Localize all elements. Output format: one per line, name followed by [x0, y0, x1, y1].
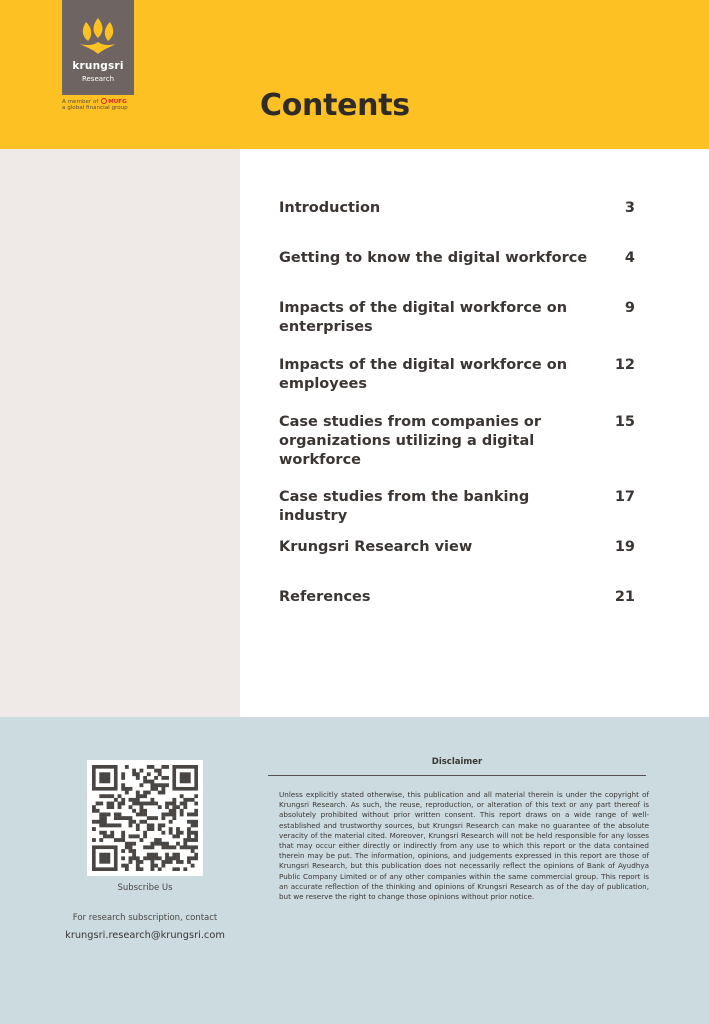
- toc-page-number: 21: [614, 589, 635, 605]
- toc-item-case-studies-companies[interactable]: [279, 413, 639, 470]
- toc-label: Impacts of the digital workforce on employees: [279, 357, 568, 392]
- toc-label: Getting to know the digital workforce: [279, 250, 588, 266]
- krungsri-logo: [62, 0, 134, 95]
- contact-email[interactable]: krungsri.research@krungsri.com: [65, 930, 225, 941]
- header-banner: [0, 0, 709, 149]
- mufg-brand: MUFG: [108, 99, 127, 105]
- toc-item-research-view[interactable]: [279, 538, 639, 557]
- toc-page-number: 17: [614, 489, 635, 505]
- subscribe-label: Subscribe Us: [117, 883, 173, 893]
- toc-page-number: 4: [624, 250, 635, 266]
- toc-label: Introduction: [279, 200, 381, 216]
- toc-label: Krungsri Research view: [279, 539, 473, 555]
- toc-label: Case studies from the banking industry: [279, 489, 530, 524]
- qr-code[interactable]: [87, 760, 203, 876]
- logo-subtitle: Research: [81, 75, 115, 83]
- toc-page-number: 19: [614, 539, 635, 555]
- contact-text: For research subscription, contact: [72, 913, 218, 923]
- toc-item-digital-workforce[interactable]: [279, 249, 639, 268]
- toc-item-introduction[interactable]: [279, 199, 639, 218]
- toc-page-number: 3: [624, 200, 635, 216]
- toc-item-references[interactable]: [279, 588, 639, 607]
- left-panel: [0, 149, 240, 717]
- krungsri-logo-icon: [76, 14, 120, 58]
- toc-item-impacts-employees[interactable]: [279, 356, 639, 394]
- toc-page-number: 12: [614, 357, 635, 373]
- qr-code-icon: [92, 765, 198, 871]
- toc-label: Case studies from companies or organizations utilizing a digital workforce: [279, 414, 542, 468]
- member-prefix: A member of: [62, 99, 99, 105]
- toc-label: References: [279, 589, 371, 605]
- logo-name: krungsri: [72, 60, 124, 72]
- toc-item-impacts-enterprises[interactable]: [279, 299, 639, 337]
- member-line: [62, 98, 127, 105]
- disclaimer-divider: [268, 775, 646, 776]
- page-title: Contents: [260, 88, 410, 123]
- mufg-logo-icon: [101, 98, 107, 104]
- disclaimer-title: Disclaimer: [431, 757, 483, 767]
- toc-page-number: 15: [614, 414, 635, 430]
- footer: [0, 717, 709, 1024]
- member-tagline: a global financial group: [62, 105, 128, 111]
- toc-label: Impacts of the digital workforce on enterprises: [279, 300, 568, 335]
- disclaimer-text: Unless explicitly stated otherwise, this publication and all material therein is under the copyright of Krungsri Research. As such, the reuse, reproduction, or alteration of this text or any part thereof is absolutely prohibited without prior written consent. This report draws on a wide range of well-established and trustworthy sources, but Krungsri Research can make no guarantee of the absolute veracity of the material cited. Moreover, Krungsri Research will not be held responsible for any losses that may occur either directly or indirectly from any use to which this report or the data contained therein may be put. The information, opinions, and judgements expressed in this report are those of Krungsri Research, but this publication does not necessarily reflect the opinions of Bank of Ayudhya Public Company Limited or of any other companies within the same commercial group. This report is an accurate reflection of the thinking and opinions of Krungsri Research as of the day of publication, but we reserve the right to change those opinions without prior notice.: [279, 790, 649, 902]
- toc-item-case-studies-banking[interactable]: [279, 488, 639, 526]
- toc-page-number: 9: [624, 300, 635, 316]
